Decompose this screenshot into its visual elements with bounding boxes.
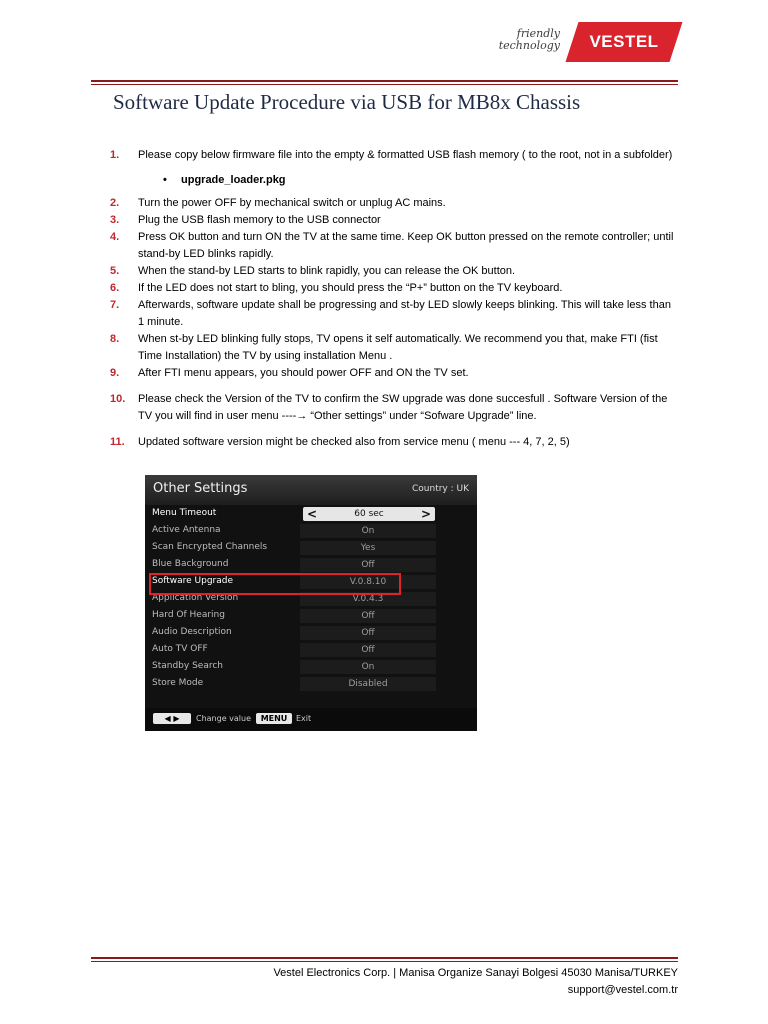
osd-row-value: Off — [300, 558, 436, 572]
step-text: When the stand-by LED starts to blink rapidly, you can release the OK button. — [138, 265, 516, 277]
osd-row-scan-encrypted — [150, 540, 472, 557]
step-number: 5. — [110, 265, 120, 277]
step-text: Please copy below firmware file into the empty & formatted USB flash memory ( to the root, not in a subfolder) — [138, 149, 673, 161]
step-text: Please check the Version of the TV to confirm the SW upgrade was done succesfull . Software Version of the TV you will find in user menu ----→ “Other settings” under “Sofware Upgrade” line. — [138, 393, 668, 422]
osd-change-value-label: Change value — [196, 714, 252, 723]
menu-key-icon: MENU — [256, 713, 292, 724]
step-5 — [110, 263, 680, 280]
step-text: After FTI menu appears, you should power OFF and ON the TV set. — [138, 367, 469, 379]
osd-row-label: Scan Encrypted Channels — [152, 542, 268, 552]
osd-row-label: Store Mode — [152, 678, 204, 688]
brand-name: VESTEL — [589, 32, 659, 51]
step-text: Updated software version might be checked also from service menu ( menu --- 4, 7, 2, 5) — [138, 436, 570, 448]
firmware-file-name: upgrade_loader.pkg — [181, 174, 286, 186]
step-10 — [110, 391, 680, 425]
step-number: 8. — [110, 333, 120, 345]
step-text: Afterwards, software update shall be progressing and st-by LED slowly keeps blinking. This will take less than 1 minute. — [138, 299, 671, 328]
page-footer — [273, 965, 678, 999]
procedure-list — [110, 147, 680, 451]
step-number: 7. — [110, 299, 120, 311]
osd-row-value: On — [300, 660, 436, 674]
step-number: 6. — [110, 282, 120, 294]
page-title: Software Update Procedure via USB for MB8x Chassis — [113, 90, 581, 114]
step-1 — [110, 147, 680, 164]
header-rule — [91, 80, 678, 85]
step-4 — [110, 229, 680, 263]
osd-row-label: Active Antenna — [152, 525, 221, 535]
osd-row-label: Hard Of Hearing — [152, 610, 225, 620]
brand-badge — [566, 22, 683, 62]
osd-row-standby-search — [150, 659, 472, 676]
osd-row-audio-description — [150, 625, 472, 642]
step-8 — [110, 331, 680, 365]
vestel-logo — [490, 22, 676, 62]
osd-value-text: 60 sec — [354, 509, 384, 519]
osd-row-hard-of-hearing — [150, 608, 472, 625]
osd-title: Other Settings — [153, 481, 248, 496]
osd-row-value — [303, 507, 435, 521]
osd-row-label: Software Upgrade — [152, 576, 234, 586]
left-right-arrows-icon: ◀ ▶ — [153, 713, 191, 724]
osd-row-label: Audio Description — [152, 627, 232, 637]
step-text: Plug the USB flash memory to the USB connector — [138, 214, 381, 226]
osd-row-auto-tv-off — [150, 642, 472, 659]
osd-row-label: Blue Background — [152, 559, 229, 569]
osd-row-value: Off — [300, 609, 436, 623]
step-number: 2. — [110, 197, 120, 209]
step-11 — [110, 434, 680, 451]
footer-rule — [91, 957, 678, 962]
osd-row-value: Disabled — [300, 677, 436, 691]
step-number: 11. — [110, 436, 125, 448]
osd-row-value: Off — [300, 643, 436, 657]
osd-row-value: V.0.8.10 — [300, 575, 436, 589]
step-text: Turn the power OFF by mechanical switch or unplug AC mains. — [138, 197, 446, 209]
tagline-line-2: technology — [498, 39, 560, 52]
software-upgrade-highlight — [149, 573, 401, 595]
step-text: When st-by LED blinking fully stops, TV opens it self automatically. We recommend you that, make FTI (fist Time Installation) the TV by using installation Menu . — [138, 333, 658, 362]
step-7 — [110, 297, 680, 331]
step-9 — [110, 365, 680, 382]
bullet-icon: • — [163, 174, 167, 186]
osd-row-active-antenna — [150, 523, 472, 540]
chevron-right-icon: > — [420, 507, 431, 521]
osd-exit-label: Exit — [296, 714, 312, 723]
osd-footer — [145, 708, 477, 731]
step-text: If the LED does not start to bling, you should press the “P+” button on the TV keyboard. — [138, 282, 563, 294]
firmware-file-item — [110, 172, 680, 189]
step-2 — [110, 195, 680, 212]
osd-row-value: Off — [300, 626, 436, 640]
osd-row-blue-background — [150, 557, 472, 574]
osd-row-store-mode — [150, 676, 472, 693]
logo-tagline — [490, 28, 560, 52]
osd-row-label: Menu Timeout — [152, 508, 217, 518]
osd-row-label: Application Version — [152, 593, 239, 603]
osd-row-label: Standby Search — [152, 661, 223, 671]
osd-row-value: On — [300, 524, 436, 538]
osd-row-value: V.0.4.3 — [300, 592, 436, 606]
osd-country: Country : UK — [412, 484, 469, 494]
step-number: 10. — [110, 393, 126, 405]
step-number: 4. — [110, 231, 120, 243]
step-number: 9. — [110, 367, 120, 379]
tv-other-settings-screenshot — [145, 475, 477, 731]
chevron-left-icon: < — [307, 507, 318, 521]
step-text: Press OK button and turn ON the TV at the same time. Keep OK button pressed on the remote controller; until stand-by LED blinks rapidly. — [138, 231, 674, 260]
osd-row-label: Auto TV OFF — [152, 644, 208, 654]
step-number: 1. — [110, 149, 120, 161]
footer-address: Vestel Electronics Corp. | Manisa Organize Sanayi Bolgesi 45030 Manisa/TURKEY — [273, 967, 678, 979]
tagline-line-1: friendly — [516, 27, 560, 40]
step-number: 3. — [110, 214, 120, 226]
osd-row-value: Yes — [300, 541, 436, 555]
osd-row-menu-timeout — [150, 506, 472, 523]
step-6 — [110, 280, 680, 297]
step-3 — [110, 212, 680, 229]
footer-email: support@vestel.com.tr — [567, 984, 678, 996]
